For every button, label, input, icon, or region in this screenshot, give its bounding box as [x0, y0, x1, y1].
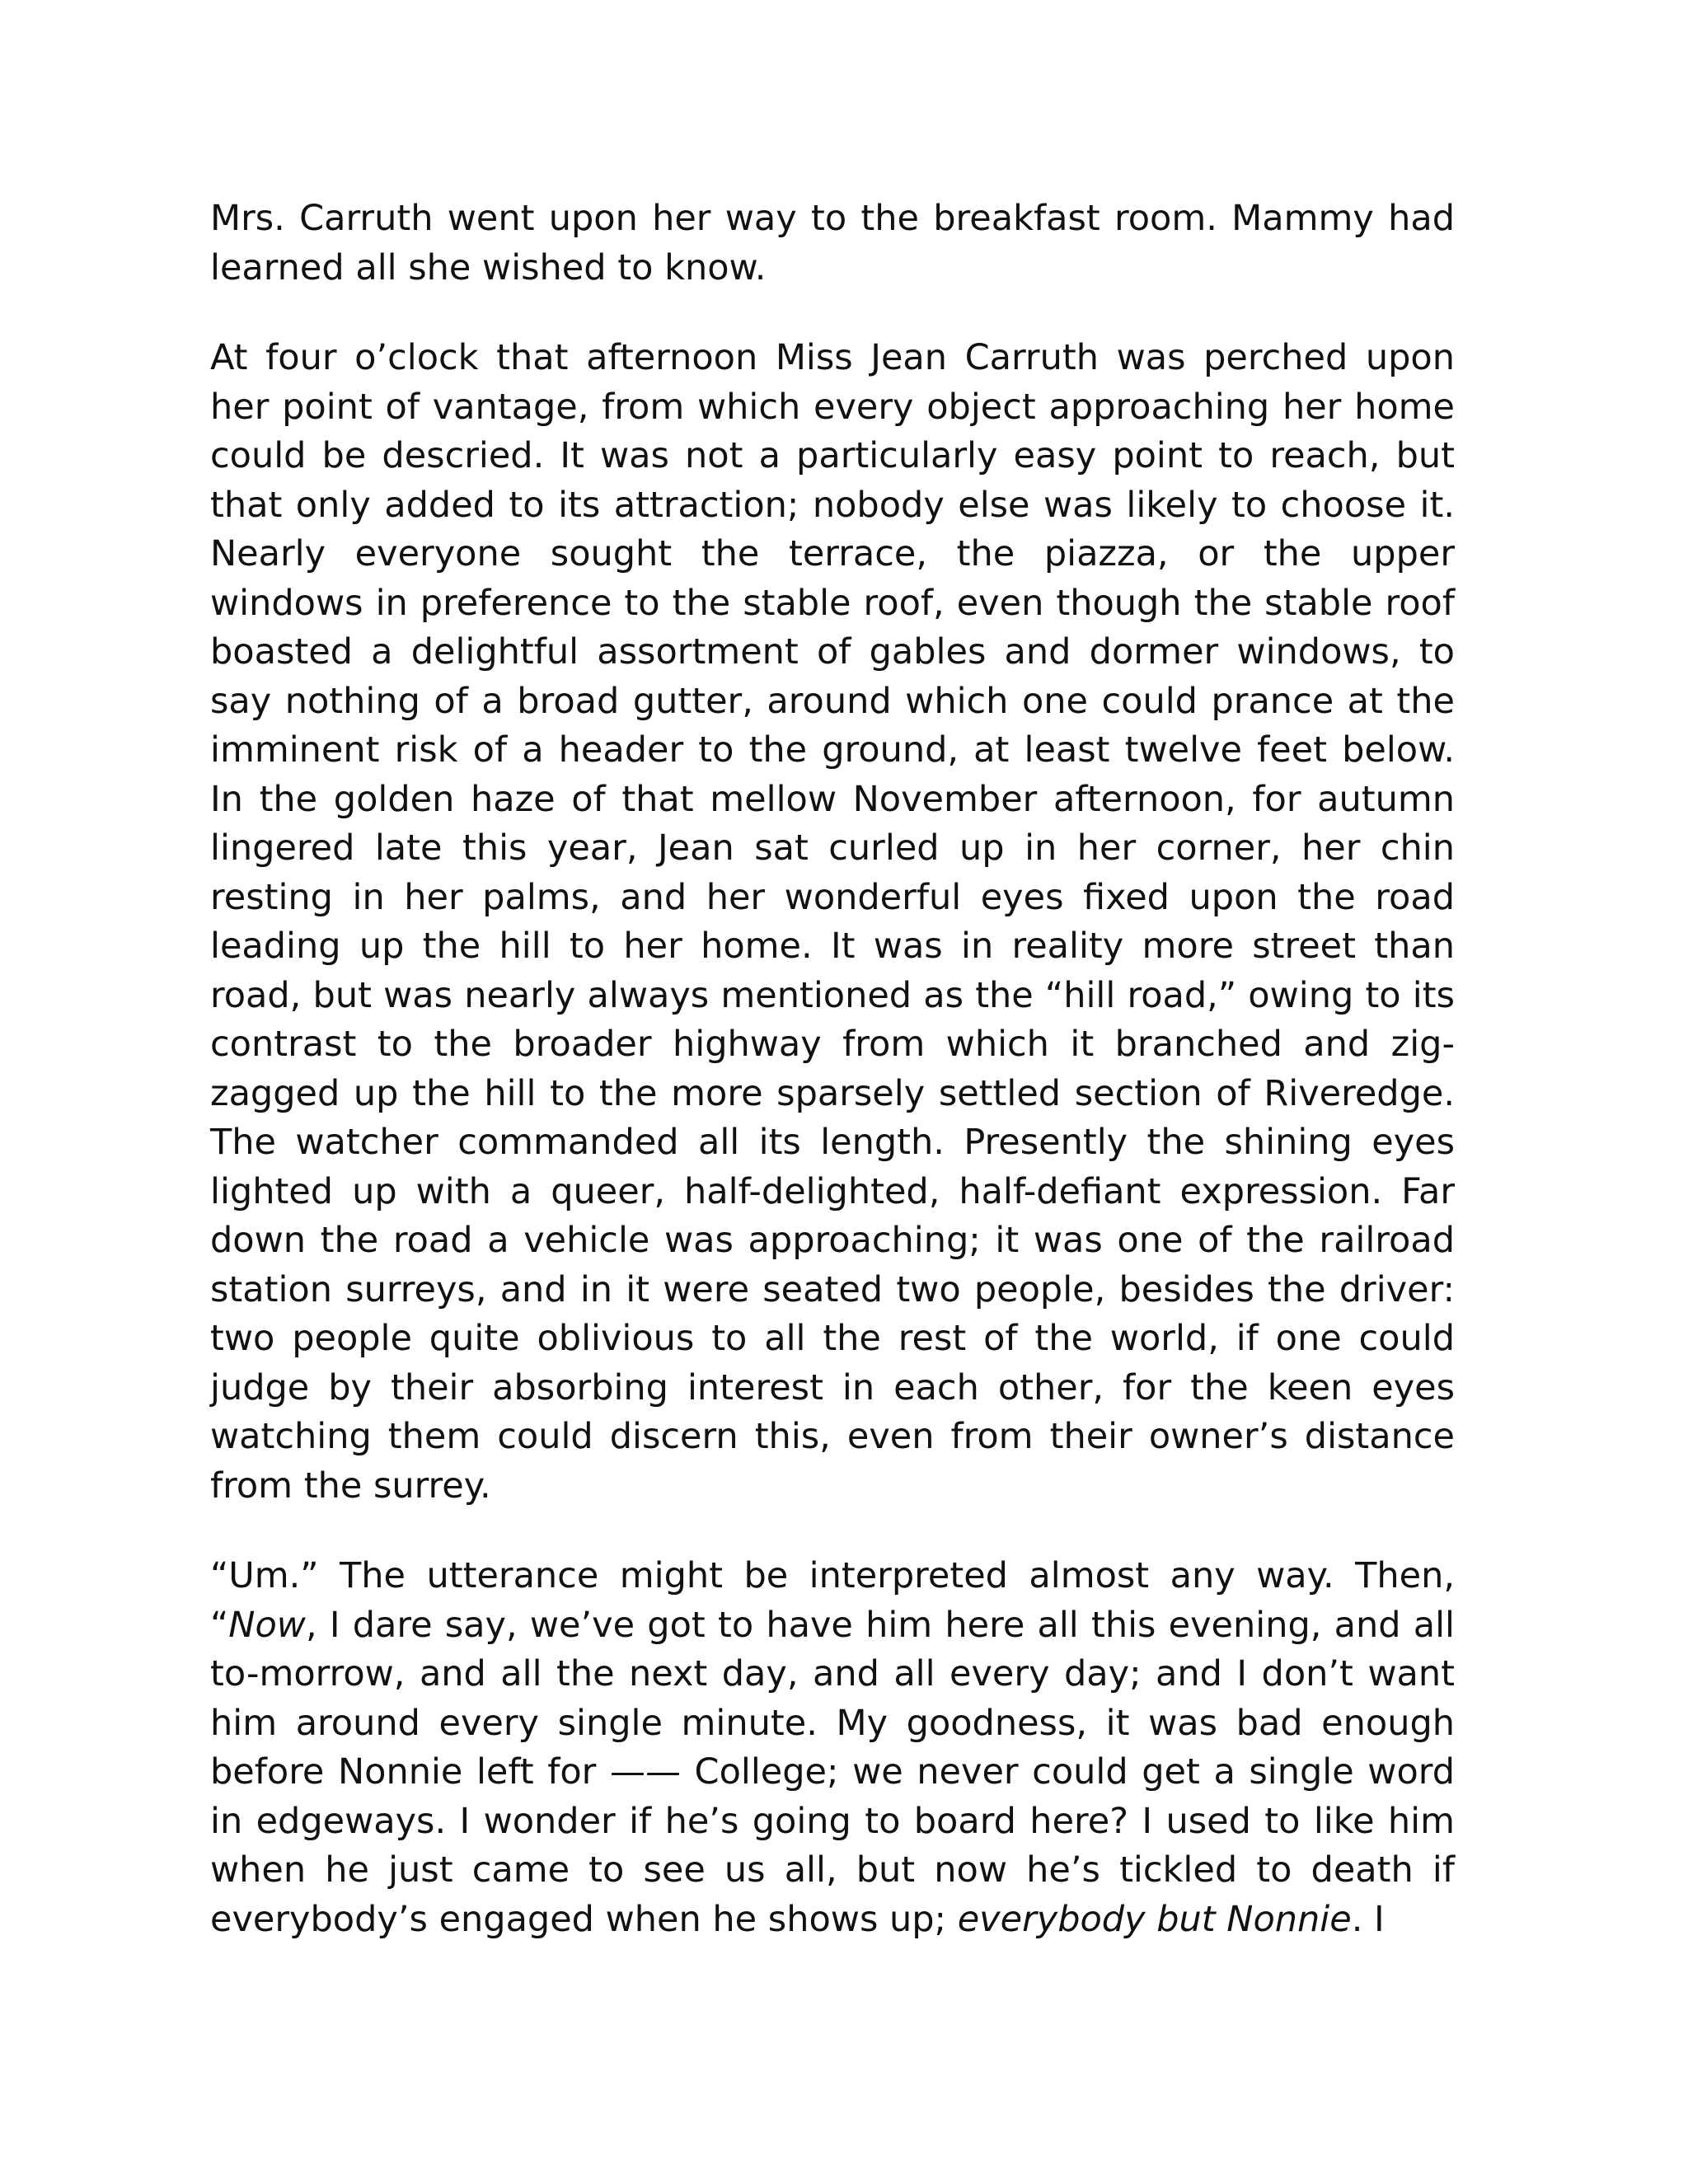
paragraph-3-text-c: . I [1351, 1898, 1385, 1940]
page-body [210, 194, 1455, 1985]
paragraph-3-text-b: , I dare say, we’ve got to have him here all this evening, and all to-morrow, and all the next day, and all every day; and I don’t want him around every single minute. My goodness, it was bad enough before Nonnie left for —— College; we never could get a single word in edgeways. I wonder if he’s going to board here? I used to like him when he just came to see us all, but now he’s tickled to death if everybody’s engaged when he shows up; [210, 1604, 1455, 1940]
paragraph-3-italic-everybody: everybody but Nonnie [957, 1898, 1352, 1940]
paragraph-3 [210, 1552, 1455, 1944]
paragraph-1 [210, 194, 1455, 293]
paragraph-1-text: Mrs. Carruth went upon her way to the breakfast room. Mammy had learned all she wished to know. [210, 198, 1455, 288]
paragraph-3-text-a: “Um.” The utterance might be interpreted almost any way. Then, “ [210, 1555, 1455, 1646]
paragraph-2 [210, 334, 1455, 1511]
paragraph-3-italic-now: Now [228, 1604, 306, 1646]
paragraph-2-text: At four o’clock that afternoon Miss Jean Carruth was perched upon her point of vantage, from which every object approaching her home could be descried. It was not a particularly easy point to reach, but that only added to its attraction; nobody else was likely to choose it. Nearly everyone sought the terrace, the piazza, or the upper windows in preference to the stable roof, even though the stable roof boasted a delightful assortment of gables and dormer windows, to say nothing of a broad gutter, around which one could prance at the imminent risk of a header to the ground, at least twelve feet below. In the golden haze of that mellow November afternoon, for autumn lingered late this year, Jean sat curled up in her corner, her chin resting in her palms, and her wonderful eyes fixed upon the road leading up the hill to her home. It was in reality more street than road, but was nearly always mentioned as the “hill road,” owing to its contrast to the broader highway from which it branched and zig-zagged up the hill to the more sparsely settled section of Riveredge. The watcher commanded all its length. Presently the shining eyes lighted up with a queer, half-delighted, half-defiant expression. Far down the road a vehicle was approaching; it was one of the railroad station surreys, and in it were seated two people, besides the driver: two people quite oblivious to all the rest of the world, if one could judge by their absorbing interest in each other, for the keen eyes watching them could discern this, even from their owner’s distance from the surrey. [210, 337, 1455, 1507]
